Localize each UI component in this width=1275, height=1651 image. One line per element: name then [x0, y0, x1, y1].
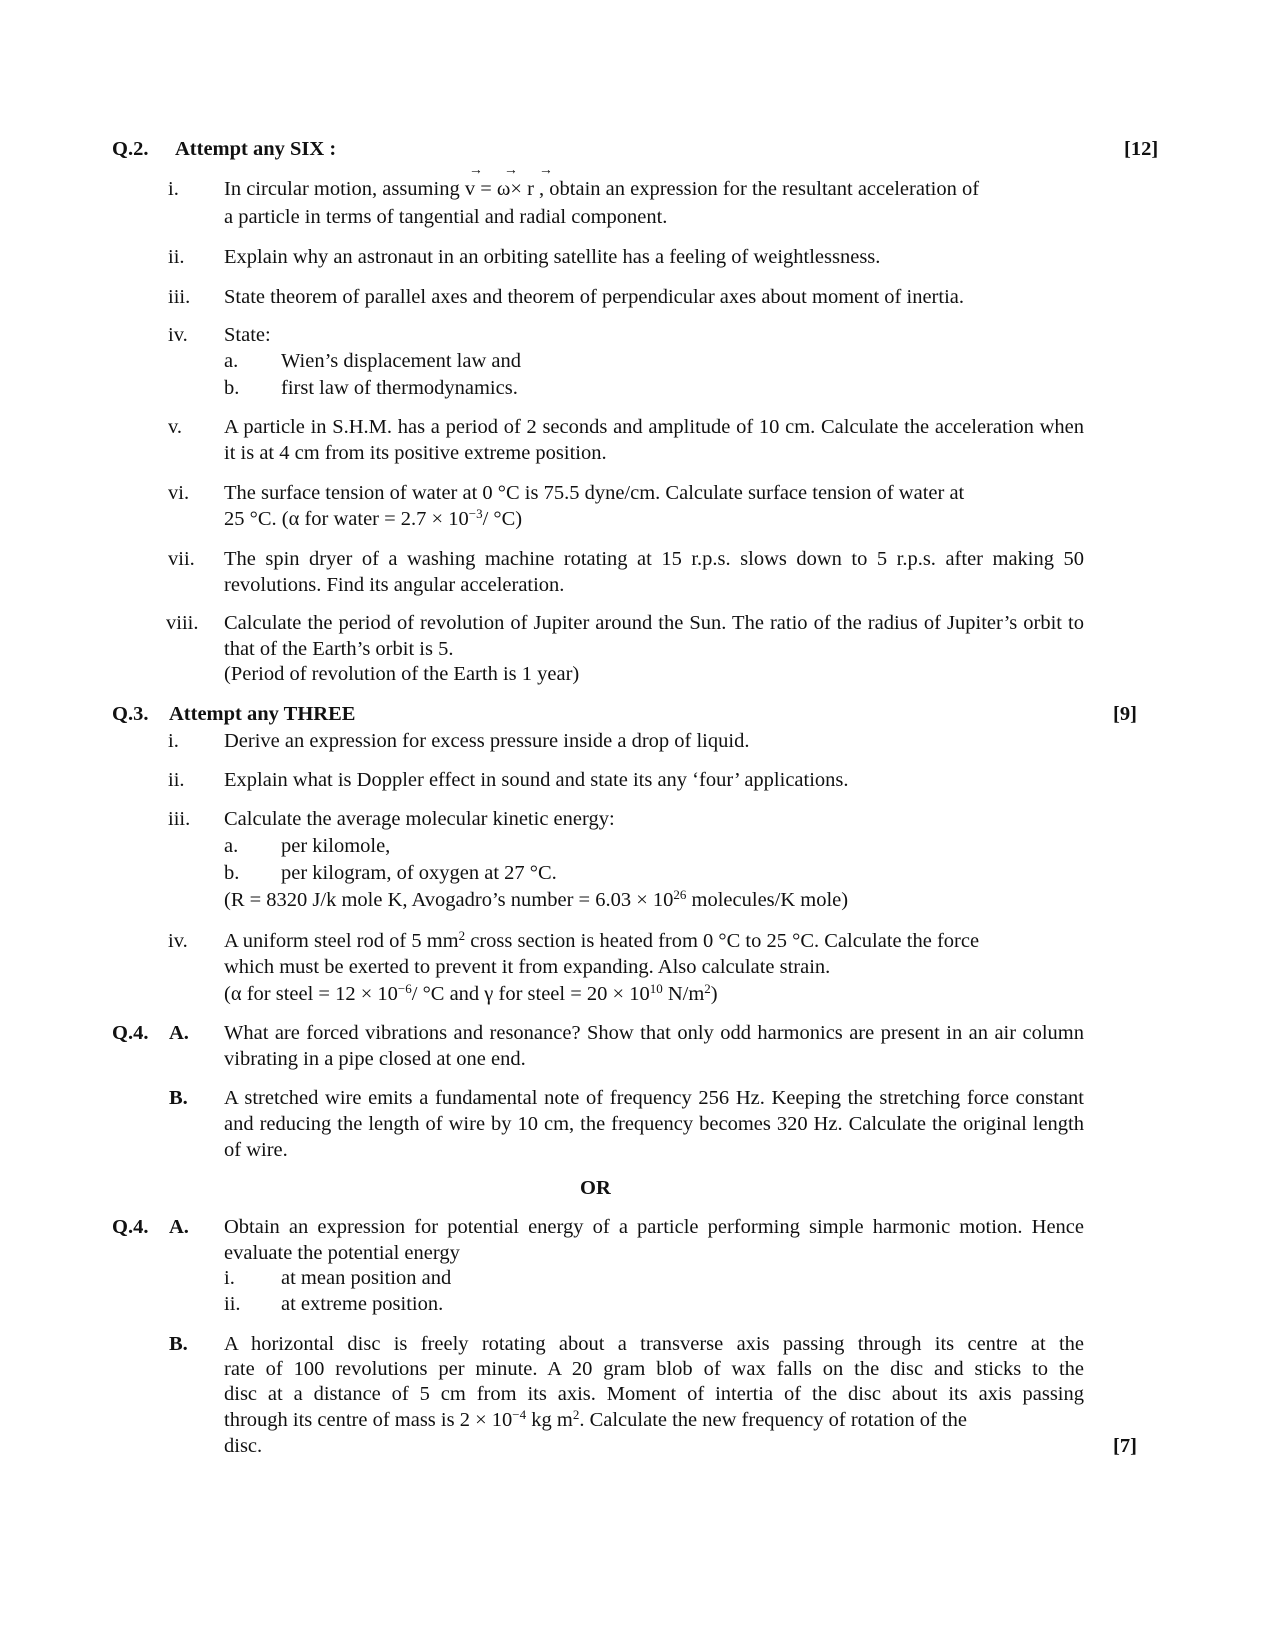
q2-item-6-line1: The surface tension of water at 0 °C is 75.5 dyne/cm. Calculate surface tension of water at [224, 482, 965, 504]
q2-item-8-note: (Period of revolution of the Earth is 1 year) [224, 663, 580, 685]
q4-alt-a-text: Obtain an expression for potential energy of a particle performing simple harmonic motion. Hence evaluate the potential energy [224, 1216, 1084, 1264]
q4-alt-b-line4 [224, 1407, 967, 1433]
q2-item-1-formula-text: v = ω× r [464, 178, 534, 200]
q2-item-1-text-b-line1: , obtain an expression for the resultant acceleration of [539, 178, 980, 200]
q3-item-3-exponent: 26 [673, 887, 687, 902]
q4-alt-b-exp2: 2 [572, 1407, 580, 1422]
q2-item-2-text: Explain why an astronaut in an orbiting satellite has a feeling of weightlessness. [224, 246, 881, 268]
q2-item-1-formula [464, 163, 553, 202]
q2-item-6-line2-a: 25 °C. (α for water = 2.7 × 10 [224, 508, 469, 530]
q2-item-5-number: v. [168, 416, 183, 438]
q3-item-4-line3-a: (α for steel = 12 × 10 [224, 983, 398, 1005]
q2-item-7-text: The spin dryer of a washing machine rotating at 15 r.p.s. slows down to 5 r.p.s. after making 50 revolutions. Find its angular acceleration. [224, 548, 1084, 596]
q2-item-1-number: i. [168, 178, 179, 200]
q4-alt-b-line4-b: kg m [526, 1409, 573, 1431]
q3-item-4-exp4: 2 [704, 981, 711, 996]
q3-item-3-sub-a-text: per kilomole, [281, 835, 391, 857]
q3-item-4-number: iv. [168, 930, 188, 952]
q2-marks: [12] [1124, 138, 1159, 160]
q2-item-4-text: State: [224, 324, 271, 346]
q2-item-4-sub-b-label: b. [224, 377, 240, 399]
q3-marks: [9] [1113, 703, 1137, 725]
q3-item-3-sub-a-label: a. [224, 835, 239, 857]
q3-number: Q.3. [112, 703, 149, 725]
q4-a-text: What are forced vibrations and resonance? Show that only odd harmonics are present in an air column vibrating in a pipe closed at one end. [224, 1022, 1084, 1070]
q4-alt-a-sub-2-label: ii. [224, 1293, 241, 1315]
q4-alt-number: Q.4. [112, 1216, 149, 1238]
q3-item-3-sub-b-label: b. [224, 862, 240, 884]
q2-item-4-sub-a-text: Wien’s displacement law and [281, 350, 521, 372]
q3-item-2-text: Explain what is Doppler effect in sound and state its any ‘four’ applications. [224, 769, 849, 791]
q2-item-1-text-a: In circular motion, assuming [224, 178, 460, 200]
q4-b-label: B. [169, 1087, 188, 1109]
q3-item-3-note [224, 887, 848, 913]
q4-alt-b-line5: disc. [224, 1435, 263, 1457]
q2-item-5-text: A particle in S.H.M. has a period of 2 seconds and amplitude of 10 cm. Calculate the acceleration when it is at 4 cm from its positive extreme position. [224, 416, 1084, 464]
q3-item-4-line3-b: / °C and γ for steel = 20 × 10 [411, 983, 650, 1005]
q2-item-3-text: State theorem of parallel axes and theorem of perpendicular axes about moment of inertia. [224, 286, 964, 308]
q2-item-7-number: vii. [168, 548, 195, 570]
q3-item-2-number: ii. [168, 769, 185, 791]
q3-item-3-sub-b-text: per kilogram, of oxygen at 27 °C. [281, 862, 557, 884]
q3-item-4-exp2: −6 [397, 981, 412, 996]
q3-item-4-line3-c: N/m [662, 983, 705, 1005]
q2-item-3-number: iii. [168, 286, 191, 308]
q2-title: Attempt any SIX : [175, 138, 337, 160]
q2-item-6-number: vi. [168, 482, 190, 504]
q3-item-4-line3 [224, 981, 718, 1007]
q3-item-4-line3-d: ) [710, 983, 718, 1005]
q4-alt-b-line4-c: . Calculate the new frequency of rotation of the [579, 1409, 967, 1431]
q4-alt-b-line2: rate of 100 revolutions per minute. A 20 gram blob of wax falls on the disc and sticks to the [224, 1358, 1084, 1380]
q4-alt-b-label: B. [169, 1333, 188, 1355]
q2-item-1-line2: a particle in terms of tangential and radial component. [224, 206, 668, 228]
q3-item-4-exp3: 10 [649, 981, 663, 996]
vec-arrows: → → → [468, 163, 553, 178]
q4-alt-a-sub-2-text: at extreme position. [281, 1293, 444, 1315]
q4-a-label: A. [169, 1022, 189, 1044]
q3-item-4-exp1: 2 [458, 928, 466, 943]
q2-number: Q.2. [112, 138, 149, 160]
q3-item-4-line2: which must be exerted to prevent it from expanding. Also calculate strain. [224, 956, 831, 978]
q3-item-1-number: i. [168, 730, 179, 752]
q4-alt-b-line1: A horizontal disc is freely rotating about a transverse axis passing through its centre at the [224, 1333, 1084, 1355]
q3-item-4-line1-b: cross section is heated from 0 °C to 25 °C. Calculate the force [465, 930, 980, 952]
q4-b-text: A stretched wire emits a fundamental note of frequency 256 Hz. Keeping the stretching force constant and reducing the length of wire by 10 cm, the frequency becomes 320 Hz. Calculate the original length of wire. [224, 1087, 1084, 1161]
q2-item-8-text: Calculate the period of revolution of Jupiter around the Sun. The ratio of the radius of Jupiter’s orbit to that of the Earth’s orbit is 5. [224, 612, 1084, 660]
q4-alt-a-sub-1-label: i. [224, 1267, 235, 1289]
q3-item-4-line1 [224, 928, 979, 954]
q3-title: Attempt any THREE [169, 703, 356, 725]
q3-item-3-number: iii. [168, 808, 191, 830]
or-separator: OR [580, 1177, 611, 1199]
q4-alt-b-exp1: −4 [512, 1407, 527, 1422]
q4-marks: [7] [1113, 1435, 1137, 1457]
q2-item-6-line2 [224, 506, 522, 532]
q2-item-1-line1 [224, 163, 1084, 202]
q4-alt-a-label: A. [169, 1216, 189, 1238]
q2-item-8-number: viii. [166, 612, 199, 634]
q2-item-2-number: ii. [168, 246, 185, 268]
q3-item-1-text: Derive an expression for excess pressure inside a drop of liquid. [224, 730, 750, 752]
q2-item-4-sub-b-text: first law of thermodynamics. [281, 377, 518, 399]
q3-item-4-line1-a: A uniform steel rod of 5 mm [224, 930, 459, 952]
q2-item-6-line2-b: / °C) [482, 508, 523, 530]
q3-item-3-note-b: molecules/K mole) [686, 889, 849, 911]
q4-number: Q.4. [112, 1022, 149, 1044]
q4-alt-b-line3: disc at a distance of 5 cm from its axis. Moment of intertia of the disc about its axis passing [224, 1383, 1084, 1405]
q3-item-3-note-a: (R = 8320 J/k mole K, Avogadro’s number = 6.03 × 10 [224, 889, 674, 911]
q3-item-3-text: Calculate the average molecular kinetic energy: [224, 808, 615, 830]
q2-item-4-number: iv. [168, 324, 188, 346]
q2-item-4-sub-a-label: a. [224, 350, 239, 372]
q4-alt-b-line4-a: through its centre of mass is 2 × 10 [224, 1409, 513, 1431]
q4-alt-a-sub-1-text: at mean position and [281, 1267, 452, 1289]
q2-item-6-exponent: −3 [468, 506, 483, 521]
